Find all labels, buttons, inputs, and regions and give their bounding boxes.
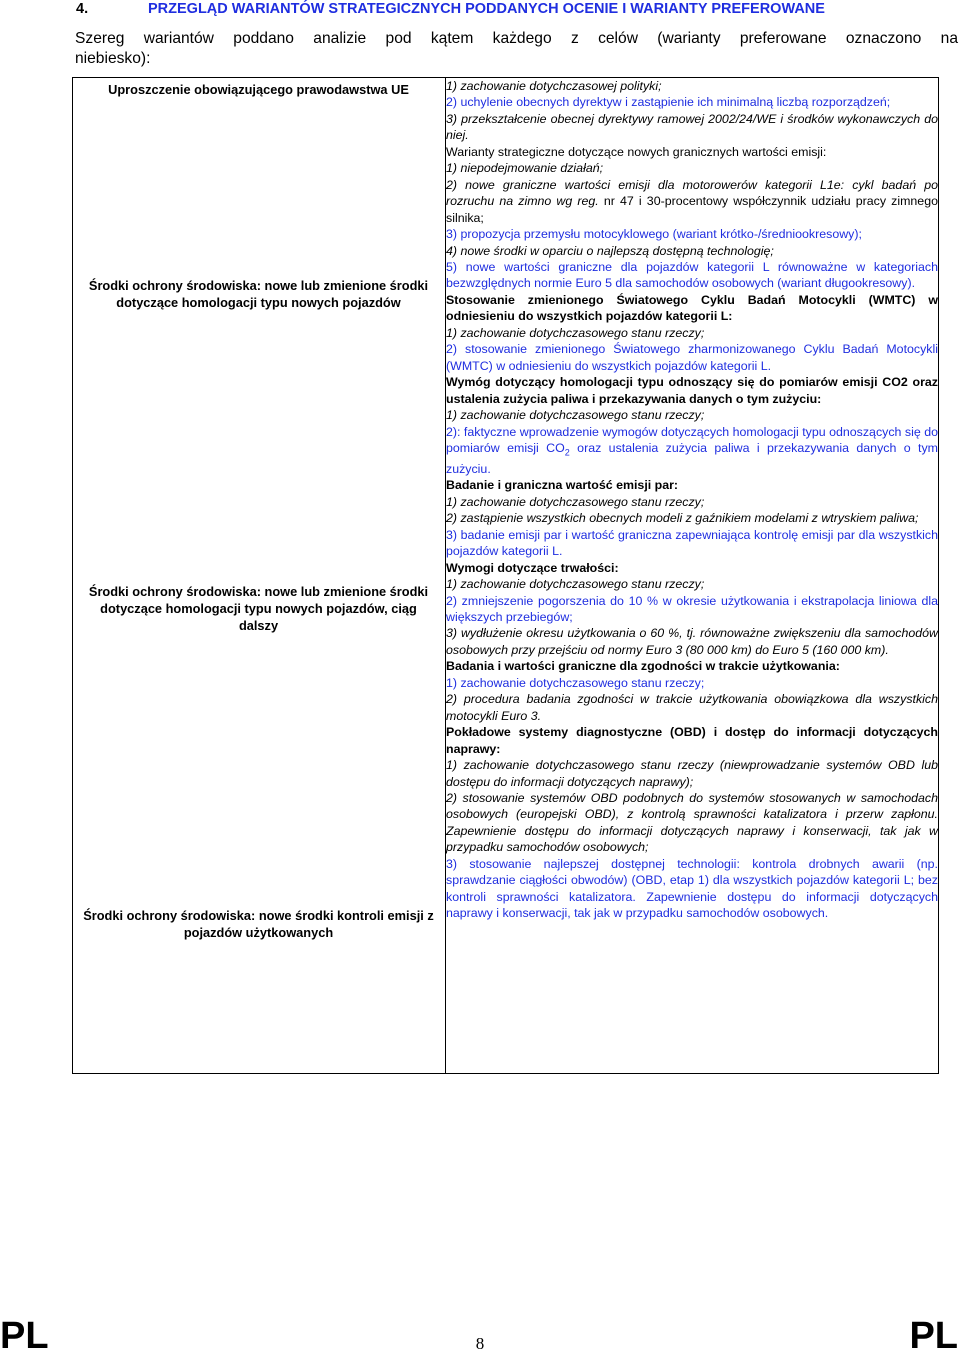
page-number: 8: [475, 1334, 485, 1353]
objective-environment-new-type-approval: Środki ochrony środowiska: nowe lub zmienione środki dotyczące homologacji typu nowych pojazdów: [88, 278, 429, 310]
intro-line-2: niebiesko):: [75, 50, 151, 67]
footer-language-right: PL: [909, 1315, 958, 1357]
option-text: 2) nowe graniczne wartości emisji dla motorowerów kategorii L1e: cykl badań po rozruchu na zimno wg reg. nr 47 i 30-procentowy współczynnik udziału pracy zimnego silnika;: [446, 177, 938, 225]
option-group-heading: Stosowanie zmienionego Światowego Cyklu Badań Motocykli (WMTC) w odniesieniu do wszystkich pojazdów kategorii L:: [446, 292, 938, 324]
intro-line-1: Szereg wariantów poddano analizie pod kątem każdego z celów (warianty preferowane oznaczono na: [75, 30, 958, 47]
option-group-heading: Badanie i graniczna wartość emisji par:: [446, 478, 679, 493]
option-text: 1) zachowanie dotychczasowego stanu rzeczy;: [446, 408, 705, 423]
footer-language-left: PL: [0, 1315, 49, 1357]
option-text: 1) zachowanie dotychczasowego stanu rzeczy (niewprowadzanie systemów OBD lub dostępu do informacji dotyczących naprawy);: [446, 758, 938, 789]
section-title: PRZEGLĄD WARIANTÓW STRATEGICZNYCH PODDANYCH OCENIE I WARIANTY PREFEROWANE: [148, 1, 825, 17]
section-number: 4.: [76, 1, 89, 17]
option-text: 4) nowe środki w oparciu o najlepszą dostępną technologię;: [446, 243, 774, 258]
option-text-preferred: 2) uchylenie obecnych dyrektyw i zastąpienie ich minimalną liczbą rozporządzeń;: [446, 95, 891, 110]
option-text-preferred: 2): faktyczne wprowadzenie wymogów dotyczących homologacji typu odnoszących się do pomiarów emisji $CO_2$ oraz ustalenia zużycia paliwa i przekazywania danych o tym zużyciu.: [446, 424, 938, 476]
objective-simplification: Uproszczenie obowiązującego prawodawstwa UE: [108, 82, 409, 97]
option-group-heading: Badania i wartości graniczne dla zgodności w trakcie użytkowania:: [446, 659, 840, 674]
option-group-heading: Wymóg dotyczący homologacji typu odnoszący się do pomiarów emisji CO2 oraz ustalenia zużycia paliwa i przekazywania danych o tym zużyciu:: [446, 375, 938, 406]
options-table: [72, 77, 939, 1074]
objectives-column: [73, 78, 446, 1074]
option-text-preferred: 1) zachowanie dotychczasowego stanu rzeczy;: [446, 675, 705, 690]
objective-environment-continued: Środki ochrony środowiska: nowe lub zmienione środki dotyczące homologacji typu nowych pojazdów, ciąg dalszy: [88, 584, 429, 633]
option-text: 1) zachowanie dotychczasowej polityki;: [446, 79, 662, 93]
option-text-preferred: 3) badanie emisji par i wartość graniczna zapewniająca kontrolę emisji par dla wszystkich pojazdów kategorii L.: [446, 527, 938, 559]
option-group-heading: Pokładowe systemy diagnostyczne (OBD) i dostęp do informacji dotyczących naprawy:: [446, 725, 938, 756]
options-column: [446, 78, 939, 1074]
option-text: 3) wydłużenie okresu użytkowania o 60 %, tj. równoważne zwiększeniu dla samochodów osobowych przy przejściu od normy Euro 3 (80 000 km) do Euro 5 (160 000 km).: [446, 626, 938, 657]
option-text-preferred: 3) propozycja przemysłu motocyklowego (wariant krótko-/średniookresowy);: [446, 227, 862, 242]
option-text: 2) stosowanie systemów OBD podobnych do systemów stosowanych w samochodach osobowych (europejski OBD), z kontrolą sprawności katalizatora i przerw zapłonu. Zapewnienie dostępu do informacji dotyczących naprawy i konserwacji, tak jak w przypadku samochodów osobowych;: [446, 790, 938, 855]
option-group-heading: Warianty strategiczne dotyczące nowych granicznych wartości emisji:: [446, 144, 827, 159]
option-group-heading: Wymogi dotyczące trwałości:: [446, 560, 619, 575]
option-text: 2) zastąpienie wszystkich obecnych modeli z gaźnikiem modelami z wtryskiem paliwa;: [446, 511, 919, 526]
option-text-preferred: 2) zmniejszenie pogorszenia do 10 % w okresie użytkowania i ekstrapolacja liniowa dla większych przebiegów;: [446, 593, 938, 624]
intro-paragraph: [75, 29, 958, 69]
objective-in-use-emissions: Środki ochrony środowiska: nowe środki kontroli emisji z pojazdów użytkowanych: [83, 908, 434, 940]
option-text: 1) zachowanie dotychczasowego stanu rzeczy;: [446, 494, 705, 509]
option-text: 2) procedura badania zgodności w trakcie użytkowania obowiązkowa dla wszystkich motocykli Euro 3.: [446, 692, 938, 723]
option-text: 3) przekształcenie obecnej dyrektywy ramowej 2002/24/WE i środków wykonawczych do niej.: [446, 111, 938, 143]
section-heading: [78, 0, 948, 18]
option-text-preferred: 5) nowe wartości graniczne dla pojazdów kategorii L równoważne w kategoriach bezwzględnych normie Euro 5 dla samochodów osobowych (wariant długookresowy).: [446, 259, 938, 291]
option-text-preferred: 2) stosowanie zmienionego Światowego zharmonizowanego Cyklu Badań Motocykli (WMTC) w odniesieniu do wszystkich pojazdów kategorii L.: [446, 342, 938, 373]
option-text: 1) zachowanie dotychczasowego stanu rzeczy;: [446, 577, 705, 592]
option-text-preferred: 3) stosowanie najlepszej dostępnej technologii: kontrola drobnych awarii (np. sprawdzanie ciągłości obwodów) (OBD, etap 1) dla wszystkich pojazdów kategorii L; bez kontroli sprawności katalizatora. Zapewnienie dostępu do informacji dotyczących naprawy i konserwacji, tak jak w przypadku samochodów osobowych.: [446, 856, 938, 921]
option-text: 1) zachowanie dotychczasowego stanu rzeczy;: [446, 325, 705, 340]
option-text: 1) niepodejmowanie działań;: [446, 161, 604, 176]
